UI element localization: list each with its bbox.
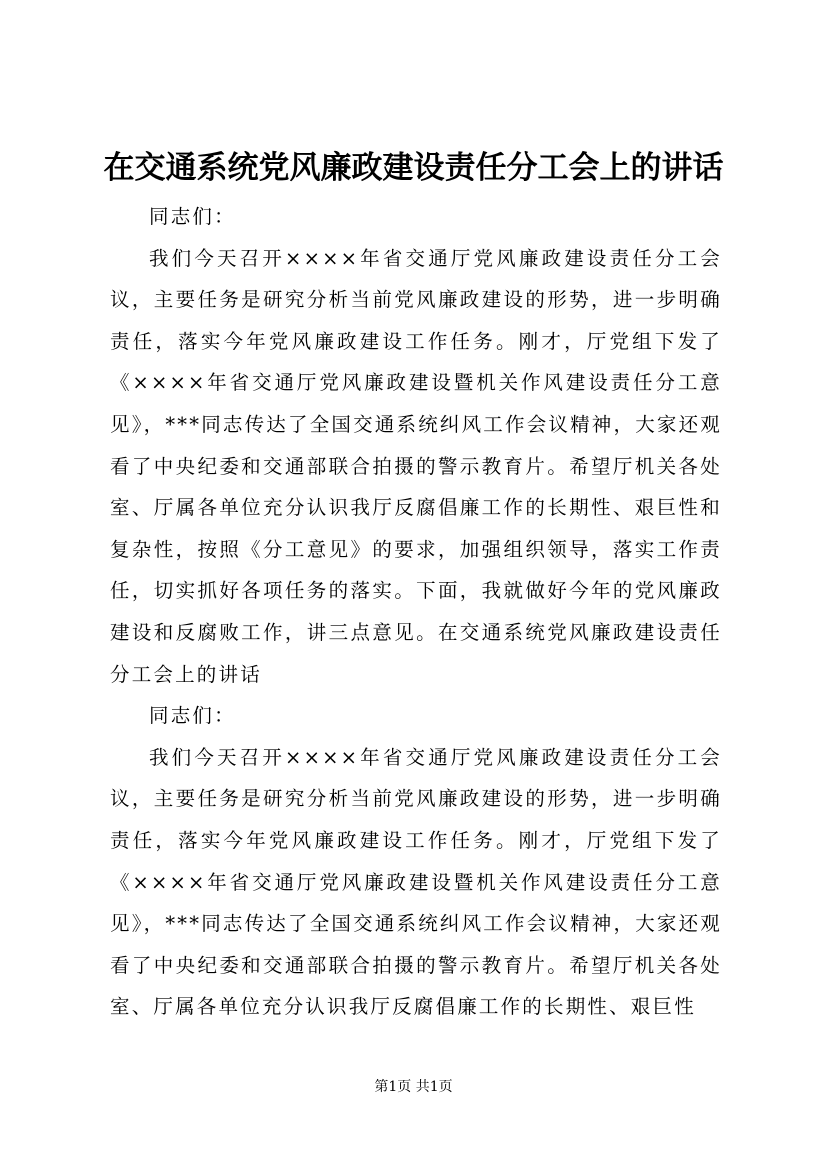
page-footer: 第1页 共1页 [374,1079,453,1095]
salutation: 同志们： [149,704,236,728]
document-title: 在交通系统党风廉政建设责任分工会上的讲话 [103,150,724,186]
body-paragraph: 我们今天召开××××年省交通厅党风廉政建设责任分工会议，主要任务是研究分析当前党风廉政建设的形势，进一步明确责任，落实今年党风廉政建设工作任务。刚才，厅党组下发了《××××年省交通厅党风廉政建设暨机关作风建设责任分工意见》，***同志传达了全国交通系统纠风工作会议精神，大家还观看了中央纪委和交通部联合拍摄的警示教育片。希望厅机关各处室、厅属各单位充分认识我厅反腐倡廉工作的长期性、艰巨性和复杂性，按照《分工意见》的要求，加强组织领导，落实工作责任，切实抓好各项任务的落实。下面，我就做好今年的党风廉政建设和反腐败工作，讲三点意见。在交通系统党风廉政建设责任分工会上的讲话 [110,246,723,686]
body-paragraph: 我们今天召开××××年省交通厅党风廉政建设责任分工会议，主要任务是研究分析当前党风廉政建设的形势，进一步明确责任，落实今年党风廉政建设工作任务。刚才，厅党组下发了《××××年省交通厅党风廉政建设暨机关作风建设责任分工意见》，***同志传达了全国交通系统纠风工作会议精神，大家还观看了中央纪委和交通部联合拍摄的警示教育片。希望厅机关各处室、厅属各单位充分认识我厅反腐倡廉工作的长期性、艰巨性 [110,745,723,1019]
salutation: 同志们： [149,205,236,228]
document-body [110,196,722,1028]
